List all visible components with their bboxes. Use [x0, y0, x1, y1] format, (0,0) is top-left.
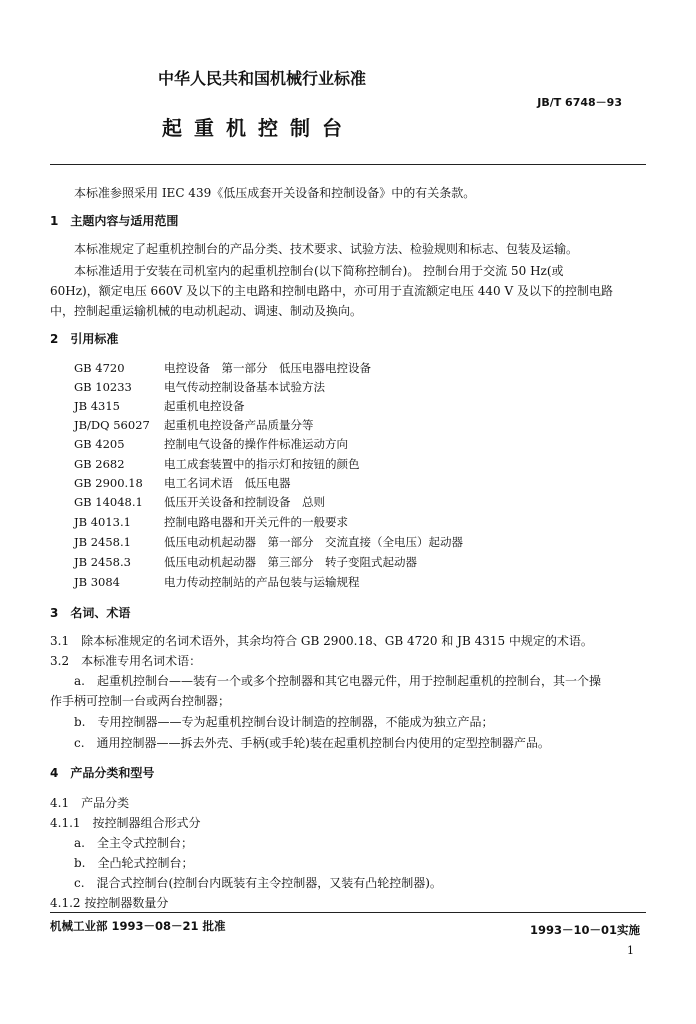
approval-line: 机械工业部 1993－08－21 批准 — [50, 919, 226, 933]
standard-ref-name: 电气传动控制设备基本试验方法 — [164, 380, 325, 394]
header-divider — [50, 164, 646, 165]
document-title: 起重机控制台 — [162, 116, 354, 140]
section-3-heading: 3 名词、术语 — [50, 606, 131, 620]
page-number: 1 — [627, 944, 634, 957]
clause-4-1-1-c: c. 混合式控制台(控制台内既装有主令控制器，又装有凸轮控制器)。 — [74, 876, 442, 890]
list-item — [74, 379, 325, 395]
footer-divider — [50, 912, 646, 913]
standard-ref-name: 起重机电控设备产品质量分等 — [164, 418, 314, 432]
standard-ref-name: 电工名词术语 低压电器 — [164, 476, 291, 490]
standard-ref-code: JB 4315 — [74, 399, 120, 413]
list-item — [74, 574, 360, 590]
standard-ref-name: 电控设备 第一部分 低压电器电控设备 — [164, 361, 371, 375]
section-1-paragraph-1: 本标准规定了起重机控制台的产品分类、技术要求、试验方法、检验规则和标志、包装及运输。 — [74, 242, 579, 256]
clause-3-2-b: b. 专用控制器——专为起重机控制台设计制造的控制器，不能成为独立产品； — [74, 715, 494, 729]
list-item — [74, 417, 314, 433]
clause-3-2-a-line-2: 作手柄可控制一台或两台控制器； — [50, 694, 231, 708]
standard-ref-name: 起重机电控设备 — [164, 399, 245, 413]
standard-ref-code: JB 3084 — [74, 575, 120, 589]
intro-paragraph: 本标准参照采用 IEC 439《低压成套开关设备和控制设备》中的有关条款。 — [74, 186, 476, 200]
list-item — [74, 475, 291, 491]
clause-3-1: 3.1 除本标准规定的名词术语外，其余均符合 GB 2900.18、GB 4720 和 JB 4315 中规定的术语。 — [50, 634, 593, 648]
list-item — [74, 436, 348, 452]
section-1-heading: 1 主题内容与适用范围 — [50, 214, 179, 228]
standard-ref-code: JB 4013.1 — [74, 515, 131, 529]
standard-ref-name: 电力传动控制站的产品包装与运输规程 — [164, 575, 360, 589]
standard-ref-name: 低压电动机起动器 第三部分 转子变阻式起动器 — [164, 555, 417, 569]
list-item — [74, 494, 325, 510]
clause-3-2: 3.2 本标准专用名词术语： — [50, 654, 202, 668]
section-2-heading: 2 引用标准 — [50, 332, 119, 346]
standard-ref-name: 低压开关设备和控制设备 总则 — [164, 495, 325, 509]
standard-ref-code: GB 4720 — [74, 361, 125, 375]
list-item — [74, 456, 360, 472]
standard-ref-code: JB 2458.1 — [74, 535, 131, 549]
clause-3-2-c: c. 通用控制器——拆去外壳、手柄(或手轮)装在起重机控制台内使用的定型控制器产品。 — [74, 736, 550, 750]
clause-4-1-1-a: a. 全主令式控制台； — [74, 836, 193, 850]
clause-3-2-a-line-1: a. 起重机控制台——装有一个或多个控制器和其它电器元件，用于控制起重机的控制台，其一个操 — [74, 674, 601, 688]
effective-date: 1993－10－01实施 — [529, 923, 640, 937]
list-item — [74, 554, 417, 570]
standard-ref-name: 低压电动机起动器 第一部分 交流直接（全电压）起动器 — [164, 535, 463, 549]
standard-ref-code: GB 14048.1 — [74, 495, 143, 509]
list-item — [74, 360, 371, 376]
standard-ref-code: GB 2900.18 — [74, 476, 143, 490]
clause-4-1-1-b: b. 全凸轮式控制台； — [74, 856, 194, 870]
section-4-heading: 4 产品分类和型号 — [50, 766, 155, 780]
standard-ref-name: 控制电路电器和开关元件的一般要求 — [164, 515, 348, 529]
section-1-paragraph-2-line-3: 中，控制起重运输机械的电动机起动、调速、制动及换向。 — [50, 304, 363, 318]
list-item — [74, 534, 463, 550]
standard-code: JB/T 6748－93 — [537, 96, 622, 109]
standard-ref-code: GB 2682 — [74, 457, 125, 471]
clause-4-1-1: 4.1.1 按控制器组合形式分 — [50, 816, 201, 830]
standard-ref-name: 电工成套装置中的指示灯和按钮的颜色 — [164, 457, 360, 471]
standard-ref-code: JB 2458.3 — [74, 555, 131, 569]
clause-4-1: 4.1 产品分类 — [50, 796, 130, 810]
standard-ref-code: JB/DQ 56027 — [74, 418, 150, 432]
list-item — [74, 514, 348, 530]
standard-ref-code: GB 4205 — [74, 437, 125, 451]
list-item — [74, 398, 245, 414]
standard-ref-code: GB 10233 — [74, 380, 132, 394]
clause-4-1-2: 4.1.2 按控制器数量分 — [50, 896, 169, 910]
standard-ref-name: 控制电气设备的操作件标准运动方向 — [164, 437, 348, 451]
section-1-paragraph-2-line-1: 本标准适用于安装在司机室内的起重机控制台(以下简称控制台)。 控制台用于交流 50 Hz(或 — [74, 264, 564, 278]
section-1-paragraph-2-line-2: 60Hz)，额定电压 660V 及以下的主电路和控制电路中，亦可用于直流额定电压 440 V 及以下的控制电路 — [50, 284, 613, 298]
standard-category-title: 中华人民共和国机械行业标准 — [158, 69, 367, 88]
